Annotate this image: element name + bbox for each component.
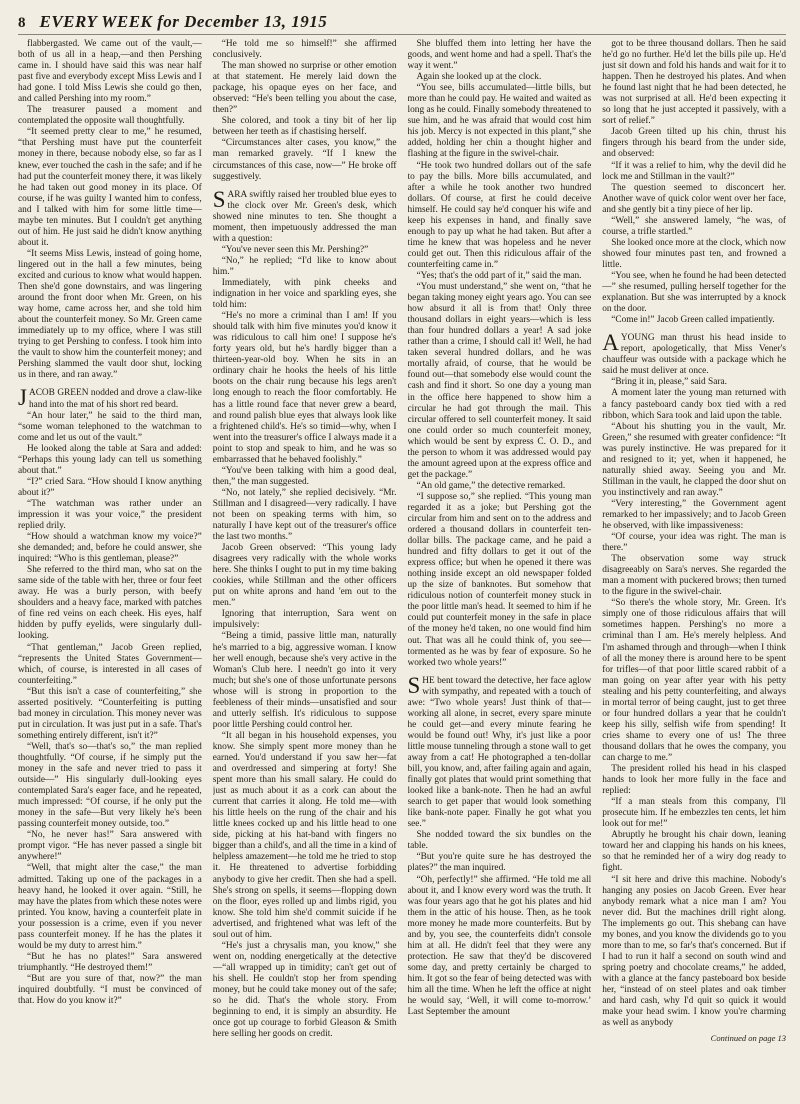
- paragraph: “The watchman was rather under an impression it was your voice,” the president replied drily.: [18, 498, 202, 532]
- paragraph: “You see, when he found he had been detected—” she resumed, pulling herself together for the explanation. But she was interrupted by a knock on the door.: [602, 270, 786, 315]
- paragraph: “But he has no plates!” Sara answered triumphantly. “He destroyed them!”: [18, 951, 202, 973]
- continued-note: Continued on page 13: [710, 1033, 786, 1044]
- page-number: 8: [18, 15, 26, 31]
- paragraph: “So there's the whole story, Mr. Green. It's simply one of those ridiculous affairs that will sometimes happen. Pershing's no more a criminal than I am. He's merely helpless. And I'm ashamed through and through—when I think of all the money there is around here to be spent for trifles—of that poor little scared rabbit of a man going on year after year with his petty stealing and his petty counterfeiting, and always in mortal terror of being caught, just to get three or four hundred dollars a year that he couldn't keep his silly, selfish wife from spending! It cries shame to every one of us! The three thousand dollars that he owes the company, you can charge to me.”: [602, 598, 786, 763]
- paragraph: The treasurer paused a moment and contemplated the opposite wall thoughtfully.: [18, 105, 202, 127]
- paragraph: “It all began in his household expenses, you know. She simply spent more money than he earned. You'd understand if you saw her—fat and overdressed and simpering at forty! She spent more than his small salary. He could do just as much about it as a cork can about the current that carries it along. He told me—with his little heels on the rung of the chair and his little knees cocked up and his little head to one side, picking at his hat-band with fingers no bigger than a child's, and all the time in a kind of helpless amazement—he told me he tried to stop it. He threatened to advertise forbidding anybody to give her credit. Then she had a spell. She's strong on spells, it seems—flopping down on the floor, eyes rolled up and limbs rigid, you know. She told him she'd commit suicide if he advertised, and frightened what was left of the soul out of him.: [212, 730, 397, 940]
- paragraph: “You must understand,” she went on, “that he began taking money eight years ago. You can see how absurd it all is from that! Only three thousand dollars in eight years—which is less than four hundred dollars a year! A sad joke rather than a crime, I should call it! Well, he had taken several hundred dollars, and he was mortally afraid, of course, that he would be found out—that somebody else would count the cash and find it short. So one day a young man in the office here happened to show him a circular he had got through the mail. This circular offered to sell counterfeit money. It said one could order so much counterfeit money, which would be sent by express C. O. D., and the person to whom it was addressed would pay the amount agreed upon at the express office and get the package.”: [407, 282, 592, 480]
- paragraph: “Circumstances alter cases, you know,” the man remarked gravely. “If I knew the circumstances of this case, now—” He broke off suggestively.: [212, 138, 397, 182]
- paragraph: The man showed no surprise or other emotion at that statement. He merely laid down the package, his opaque eyes on her face, and observed: “He's been telling you about the case, then?”: [212, 61, 397, 116]
- text-column-4: [602, 39, 786, 1099]
- paragraph: Abruptly he brought his chair down, leaning toward her and clapping his hands on his knees, so that he reminded her of a wiry dog ready to fight.: [602, 830, 786, 874]
- paragraph: “He's no more a criminal than I am! If you should talk with him five minutes you'd know it was ridiculous to call him one! I suppose he's forty years old, but he's hardly bigger than a thirteen-year-old boy. When he sits in an ordinary chair he hooks the heels of his little boots on the chair rung because his legs aren't long enough to reach the floor comfortably. He has a little round face that never grew a beard, and round palish blue eyes that always look like a frightened child's. He's so timid—why, when I went into the treasurer's office I always made it a point to stop and speak to him, and he was so embarrassed that he behaved foolishly.”: [212, 311, 397, 465]
- paragraph: “No,” he replied; “I'd like to know about him.”: [212, 255, 397, 277]
- paragraph: “If a man steals from this company, I'll prosecute him. If he embezzles ten cents, let him look out for me!”: [602, 797, 786, 830]
- paragraph: “If it was a relief to him, why the devil did he lock me and Stillman in the vault?”: [602, 160, 786, 182]
- paragraph: “You see, bills accumulated—little bills, but more than he could pay. He waited and waited as long as he could. Finally somebody threatened to sue him, and he was afraid that would cost him his job. Mercy is not expected in this plant,” she added, holding her chin a thought higher and flashing at the figure in the swivel-chair.: [407, 83, 592, 160]
- paragraph: “An hour later,” he said to the third man, “some woman telephoned to the watchman to come and let us out of the vault.”: [18, 410, 202, 443]
- paragraph: She referred to the third man, who sat on the same side of the table with her, three or four feet away. He was a burly person, with beefy shoulders and a heavy face, marked with patches of fine red veins on each cheek. His eyes, half hidden by puffy eyelids, were singularly dull-looking.: [18, 565, 202, 642]
- paragraph: Jacob Green tilted up his chin, thrust his fingers through his beard from the under side, and observed:: [602, 127, 786, 160]
- paragraph: “But this isn't a case of counterfeiting,” she asserted positively. “Counterfeiting is putting bad money in circulation. This money never was put in circulation. It was just put in a safe. That's something entirely different, isn't it?”: [18, 686, 202, 741]
- paragraph: SHE bent toward the detective, her face aglow with sympathy, and repeated with a touch of awe: “Two whole years! Just think of that—working all alone, in secret, every spare minute he could get—and every minute fearing he would be found out! Why, it's just like a poor little mouse tunneling through a stone wall to get away from a cat! He photographed a ten-dollar bill, you know, and, after failing again and again, finally got plates that would print something that looked like a bank-note. Then he had an awful search to get paper that would look something like bank-note paper. Finally he got what you see.”: [407, 672, 592, 830]
- text-column-1: [18, 39, 202, 1099]
- page-header: [18, 12, 786, 35]
- article-body: [18, 39, 786, 1099]
- paragraph: “I suppose so,” she replied. “This young man regarded it as a joke; but Pershing got the circular from him and sent on to the address and ordered a thousand dollars in counterfeit ten-dollar bills. The package came, and he paid a hundred and fifty dollars to get it out of the express office; but when he opened it there was nothing inside except an old newspaper folded up the size of banknotes. But somehow that ridiculous notion of counterfeit money stuck in the poor little man's head. It seemed to him if he could put counterfeit money in the safe in place of the money he'd taken, no one would find him out. That was all he could think of, you see—tormented as he was by fear of exposure. So he worked two whole years!”: [407, 491, 592, 668]
- paragraph: “You've been talking with him a good deal, then,” the man suggested.: [212, 465, 397, 487]
- paragraph: “Come in!” Jacob Green called impatiently.: [611, 315, 775, 326]
- paragraph: Ignoring that interruption, Sara went on impulsively:: [212, 609, 397, 631]
- paragraph: “I sit here and drive this machine. Nobody's hanging any posies on Jacob Green. Ever hear anybody remark what a nice man I am? You never did. But the machines drill right along. The implements go out. This shebang can have my bones, and you know the dividends go to you more than to me, so far's that's concerned. But if I had to run it half a second on south wind and spring poetry and chocolate creams,” he added, with a glance at the fancy pasteboard box beside her, “instead of on steel plates and oak timber and hard cash, why I'd quit so quick it would make your head swim. I know you're charming as well as anybody: [602, 874, 786, 1029]
- paragraph: “Well,” she answered lamely, “he was, of course, a trifle startled.”: [602, 215, 786, 237]
- paragraph: A moment later the young man returned with a fancy pasteboard candy box tied with a red ribbon, which Sara took and laid upon the table.: [602, 388, 786, 421]
- paragraph: JACOB GREEN nodded and drove a claw-like hand into the mat of his short red beard.: [18, 385, 202, 411]
- paragraph: “He's just a chrysalis man, you know,” she went on, nodding energetically at the detective—“all wrapped up in timidity; can't get out of his shell. He couldn't stop her from spending money, but he could take money out of the safe; so he did. That's the whole story. From beginning to end, it is simply an absurdity. He once got up courage to forbid Gleason & Smith here selling her goods on credit.: [212, 940, 397, 1040]
- paragraph: The question seemed to disconcert her. Another wave of quick color went over her face, and she gently bit a tiny piece of her lip.: [602, 182, 786, 215]
- paragraph: “Well, that might alter the case,” the man admitted. Taking up one of the packages in a heavy hand, he looked it over again. “Still, he may have the plates from which these notes were printed. You know, having a counterfeit plate in your possession is a crime, even if you never pass counterfeit money. If he has the plates it would be my duty to arrest him.”: [18, 863, 202, 951]
- paragraph: The observation some way struck disagreeably on Sara's nerves. She regarded the man a moment with puckered brows; then turned to the figure in the swivel-chair.: [602, 554, 786, 598]
- paragraph: “He told me so himself!” she affirmed conclusively.: [212, 39, 397, 61]
- paragraph: “It seems Miss Lewis, instead of going home, lingered out in the hall a few minutes, being excited and curious to know what would happen. Then she'd gone downstairs, and was lingering around the front door when Mr. Green, on his way home, came across her, and she told him about the counterfeit money. So Mr. Green came immediately up to my office, where I was still trying to get Pershing to confess. I took him into the vault to show him the counterfeit money; and Pershing slammed the vault door shut, locking us in there, and ran away.”: [18, 248, 202, 381]
- paragraph: Immediately, with pink cheeks and indignation in her voice and sparkling eyes, she told him:: [212, 277, 397, 311]
- paragraph: “Well, that's so—that's so,” the man replied thoughtfully. “Of course, if he simply put the money in the safe and never tried to pass it outside—” His singularly dull-looking eyes contemplated Sara's eager face, and he repeated, much impressed: “Of course, if he only put the money in the safe—But very likely he's been passing counterfeit money outside, too.”: [18, 741, 202, 830]
- paragraph: “That gentleman,” Jacob Green replied, “represents the United States Government—which, of course, is interested in all cases of counterfeiting.”: [18, 642, 202, 686]
- text-column-3: [408, 39, 592, 1099]
- paragraph: “About his shutting you in the vault, Mr. Green,” she resumed with greater confidence: “It was purely instinctive. He was prepared for it and resigned to it; yet, when it happened, he naturally shied away. Seeing you and Mr. Stillman in the vault, he clapped the door shut on you instinctively and ran away.”: [602, 421, 786, 498]
- paragraph: Again she looked up at the clock.: [416, 72, 542, 83]
- paragraph: She colored, and took a tiny bit of her lip between her teeth as if chastising herself.: [212, 116, 397, 138]
- paragraph: “No, he never has!” Sara answered with prompt vigor. “He has never passed a single bit anywhere!”: [18, 830, 202, 863]
- text-column-2: [213, 39, 397, 1099]
- paragraph: “No, not lately,” she replied decisively. “Mr. Stillman and I disagreed—very radically. I have not been on speaking terms with him, so naturally I have kept out of the treasurer's office the last two months.”: [212, 487, 397, 543]
- paragraph: “But are you sure of that, now?” the man inquired doubtfully. “I must be convinced of that. How do you know it?”: [18, 973, 202, 1007]
- paragraph: “But you're quite sure he has destroyed the plates?” the man inquired.: [407, 852, 592, 874]
- paragraph: “I?” cried Sara. “How should I know anything about it?”: [18, 476, 202, 498]
- paragraph: SARA swiftly raised her troubled blue eyes to the clock over Mr. Green's desk, which showed nine minutes to ten. She thought a moment, then impetuously addressed the man with a question:: [212, 186, 397, 244]
- paragraph: Jacob Green observed: “This young lady disagrees very radically with the whole works here. She thinks I ought to put in my time baking cookies, while Stillman and the other officers put on white aprons and hand 'em out to the men.”: [212, 543, 397, 609]
- paragraph: “Very interesting,” the Government agent remarked to her impassively; and to Jacob Green he observed, with like impassiveness:: [602, 498, 786, 532]
- paragraph: He looked along the table at Sara and added: “Perhaps this young lady can tell us something about that.”: [18, 443, 202, 476]
- paragraph: “You've never seen this Mr. Pershing?”: [221, 244, 369, 255]
- paragraph: She looked once more at the clock, which now showed four minutes past ten, and frowned a little.: [602, 237, 786, 270]
- paragraph: flabbergasted. We came out of the vault,—both of us all in a heap,—and then Pershing came in. I should have said this was near half past five and everybody except Miss Lewis and I had gone. I told Miss Lewis she could go then, and called Pershing into my room.”: [18, 39, 202, 105]
- paragraph: She bluffed them into letting her have the goods, and went home and had a spell. That's the way it went.”: [407, 39, 592, 72]
- paragraph: got to be three thousand dollars. Then he said he'd go no further. He'd let the bills pile up. He'd just sit down and fold his hands and wait for it to happen. Then he destroyed his plates. And when he found last night that he had been detected, he was not surprised at all. He'd been expecting it so long that he just accepted it passively, with a sort of relief.”: [602, 39, 786, 127]
- paragraph: She nodded toward the six bundles on the table.: [407, 830, 592, 852]
- paragraph: “Oh, perfectly!” she affirmed. “He told me all about it, and I know every word was the truth. It was four years ago that he got his plates and hid them in the attic of his house. Then, as he took more money he made more counterfeits. But by and by, you see, the counterfeits didn't console him at all. He didn't feel that they were any protection. He saw that they'd be discovered some day, and pretty certainly be charged to him. It got so the fear of being detected was with him all the time. When he left the office at night he would say, ‘Well, it will come to-morrow.’ Last September the amount: [407, 874, 592, 1018]
- paragraph: “He took two hundred dollars out of the safe to pay the bills. More bills accumulated, and after a while he took another two hundred dollars. Of course, at first he could deceive himself. He could say he'd conquer his wife and keep his expenses in hand, and finally save enough to pay up what he had taken. But after a time he knew that was hopeless and he never could get out. Then this ridiculous affair of the counterfeiting came in.”: [407, 160, 592, 270]
- paragraph: “Bring it in, please,” said Sara.: [611, 377, 727, 388]
- paragraph: “It seemed pretty clear to me,” he resumed, “that Pershing must have put the counterfeit money in there, because nobody else, so far as I knew, ever touched the cash in the safe; and if he had put the counterfeit money there, it was likely he had taken out good money in its place. Of course, if he was guilty I wanted him to confess, and I talked with him for some little time—maybe ten minutes. But I couldn't get anything out of him. He just said he didn't know anything about it.: [18, 127, 202, 248]
- running-title: EVERY WEEK for December 13, 1915: [39, 12, 328, 31]
- paragraph: “How should a watchman know my voice?” she demanded; and, before he could answer, she inquired: “Who is this gentleman, please?”: [18, 532, 202, 565]
- paragraph: “Of course, your idea was right. The man is there.”: [602, 532, 786, 554]
- paragraph: The president rolled his head in his clasped hands to look her more fully in the face and replied:: [602, 764, 786, 797]
- paragraph: “Yes; that's the odd part of it,” said the man.: [416, 270, 582, 281]
- paragraph: “Being a timid, passive little man, naturally he's married to a big, aggressive woman. I know her well enough, because she's very active in the Woman's Club here. I needn't go into it very much; but she's one of those unfortunate persons whose will is strong in proportion to the feebleness of their minds—unsatisfied and sour and utterly selfish. It's ridiculous to suppose poor little Pershing could control her.: [212, 631, 397, 730]
- paragraph: “An old game,” the detective remarked.: [416, 480, 566, 491]
- paragraph: AYOUNG man thrust his head inside to report, apologetically, that Miss Vener's chauffeur was outside with a package which he said he must deliver at once.: [602, 330, 786, 377]
